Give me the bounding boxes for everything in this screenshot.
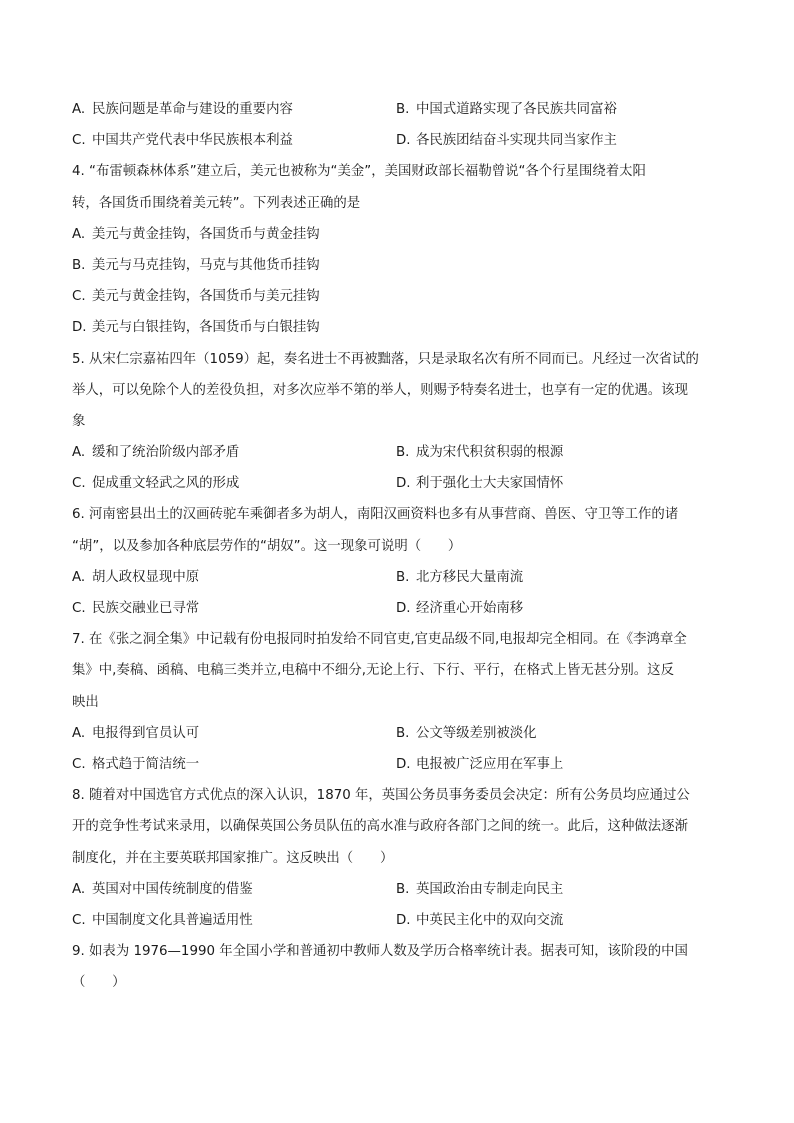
q8-option-row-2 bbox=[72, 905, 727, 936]
q8-option-a[interactable]: A. 英国对中国传统制度的借鉴 bbox=[72, 881, 253, 897]
q5-stem-line: 举人，可以免除个人的差役负担，对多次应举不第的举人，则赐予特奏名进士，也享有一定的优遇。该现 bbox=[72, 382, 688, 398]
q9-stem-line: 9. 如表为 1976—1990 年全国小学和普通初中教师人数及学历合格率统计表。据表可知，该阶段的中国 bbox=[72, 944, 688, 960]
q5-option-c[interactable]: C. 促成重文轻武之风的形成 bbox=[72, 476, 240, 492]
q7-option-b[interactable]: B. 公文等级差别被淡化 bbox=[396, 725, 537, 741]
q4-stem-line: 转，各国货币围绕着美元转”。下列表述正确的是 bbox=[72, 195, 361, 211]
q6-stem-line: “胡”，以及参加各种底层劳作的“胡奴”。这一现象可说明（ ） bbox=[72, 538, 462, 554]
q4-stem-line: 4. “布雷顿森林体系”建立后，美元也被称为“美金”，美国财政部长福勒曾说“各个行星围绕着太阳 bbox=[72, 164, 646, 180]
q7-stem-line: 映出 bbox=[72, 694, 99, 710]
q8-option-row-1 bbox=[72, 874, 727, 905]
q6-option-row-1 bbox=[72, 562, 727, 593]
q7-option-d[interactable]: D. 电报被广泛应用在军事上 bbox=[396, 756, 564, 772]
q8-stem-line: 制度化，并在主要英联邦国家推广。这反映出（ ） bbox=[72, 850, 394, 866]
q6-option-d[interactable]: D. 经济重心开始南移 bbox=[396, 601, 524, 616]
q6-option-b[interactable]: B. 北方移民大量南流 bbox=[396, 569, 524, 585]
q7-option-row-2 bbox=[72, 749, 727, 780]
q6-stem-line: 6. 河南密县出土的汉画砖驼车乘御者多为胡人，南阳汉画资料也多有从事营商、兽医、守卫等工作的诸 bbox=[72, 507, 679, 523]
q4-option-a[interactable]: A. 美元与黄金挂钩，各国货币与黄金挂钩 bbox=[72, 226, 320, 242]
q6-option-a[interactable]: A. 胡人政权显现中原 bbox=[72, 569, 200, 585]
q7-option-a[interactable]: A. 电报得到官员认可 bbox=[72, 725, 200, 741]
q7-stem-line: 7. 在《张之洞全集》中记载有份电报同时拍发给不同官吏,官吏品级不同,电报却完全相同。在《李鸿章全 bbox=[72, 632, 687, 648]
q5-stem-line: 5. 从宋仁宗嘉祐四年（1059）起，奏名进士不再被黜落，只是录取名次有所不同而已。凡经过一次省试的 bbox=[72, 351, 699, 367]
q7-stem-line: 集》中,奏稿、函稿、电稿三类并立,电稿中不细分,无论上行、下行、平行，在格式上皆无甚分别。这反 bbox=[72, 663, 674, 679]
q3-option-d[interactable]: D. 各民族团结奋斗实现共同当家作主 bbox=[396, 133, 617, 149]
q4-option-c[interactable]: C. 美元与黄金挂钩，各国货币与美元挂钩 bbox=[72, 289, 320, 305]
q3-option-row-2 bbox=[72, 125, 727, 156]
q8-option-b[interactable]: B. 英国政治由专制走向民主 bbox=[396, 881, 564, 897]
q3-option-a[interactable]: A. 民族问题是革命与建设的重要内容 bbox=[72, 102, 293, 117]
q3-option-row-1 bbox=[72, 94, 727, 125]
q4-option-d[interactable]: D. 美元与白银挂钩，各国货币与白银挂钩 bbox=[72, 320, 320, 336]
q7-option-c[interactable]: C. 格式趋于简洁统一 bbox=[72, 756, 200, 772]
q6-option-row-2 bbox=[72, 593, 727, 624]
q8-stem-line: 开的竞争性考试来录用，以确保英国公务员队伍的高水准与政府各部门之间的统一。此后，这种做法逐渐 bbox=[72, 819, 688, 835]
q5-option-d[interactable]: D. 利于强化士大夫家国情怀 bbox=[396, 476, 564, 492]
q5-stem-line: 象 bbox=[72, 413, 86, 429]
q8-option-d[interactable]: D. 中英民主化中的双向交流 bbox=[396, 912, 564, 928]
q5-option-row-2 bbox=[72, 468, 727, 499]
q5-option-row-1 bbox=[72, 437, 727, 468]
q5-option-b[interactable]: B. 成为宋代积贫积弱的根源 bbox=[396, 445, 564, 461]
exam-page bbox=[72, 94, 727, 998]
q3-option-b[interactable]: B. 中国式道路实现了各民族共同富裕 bbox=[396, 102, 617, 117]
q7-option-row-1 bbox=[72, 718, 727, 749]
q9-stem-line: （ ） bbox=[72, 975, 126, 991]
q4-option-b[interactable]: B. 美元与马克挂钩，马克与其他货币挂钩 bbox=[72, 257, 320, 273]
q3-option-c[interactable]: C. 中国共产党代表中华民族根本利益 bbox=[72, 133, 293, 149]
q8-stem-line: 8. 随着对中国选官方式优点的深入认识，1870 年，英国公务员事务委员会决定：所有公务员均应通过公 bbox=[72, 788, 690, 804]
q6-option-c[interactable]: C. 民族交融业已寻常 bbox=[72, 601, 200, 616]
q8-option-c[interactable]: C. 中国制度文化具普遍适用性 bbox=[72, 912, 253, 928]
q5-option-a[interactable]: A. 缓和了统治阶级内部矛盾 bbox=[72, 445, 240, 461]
